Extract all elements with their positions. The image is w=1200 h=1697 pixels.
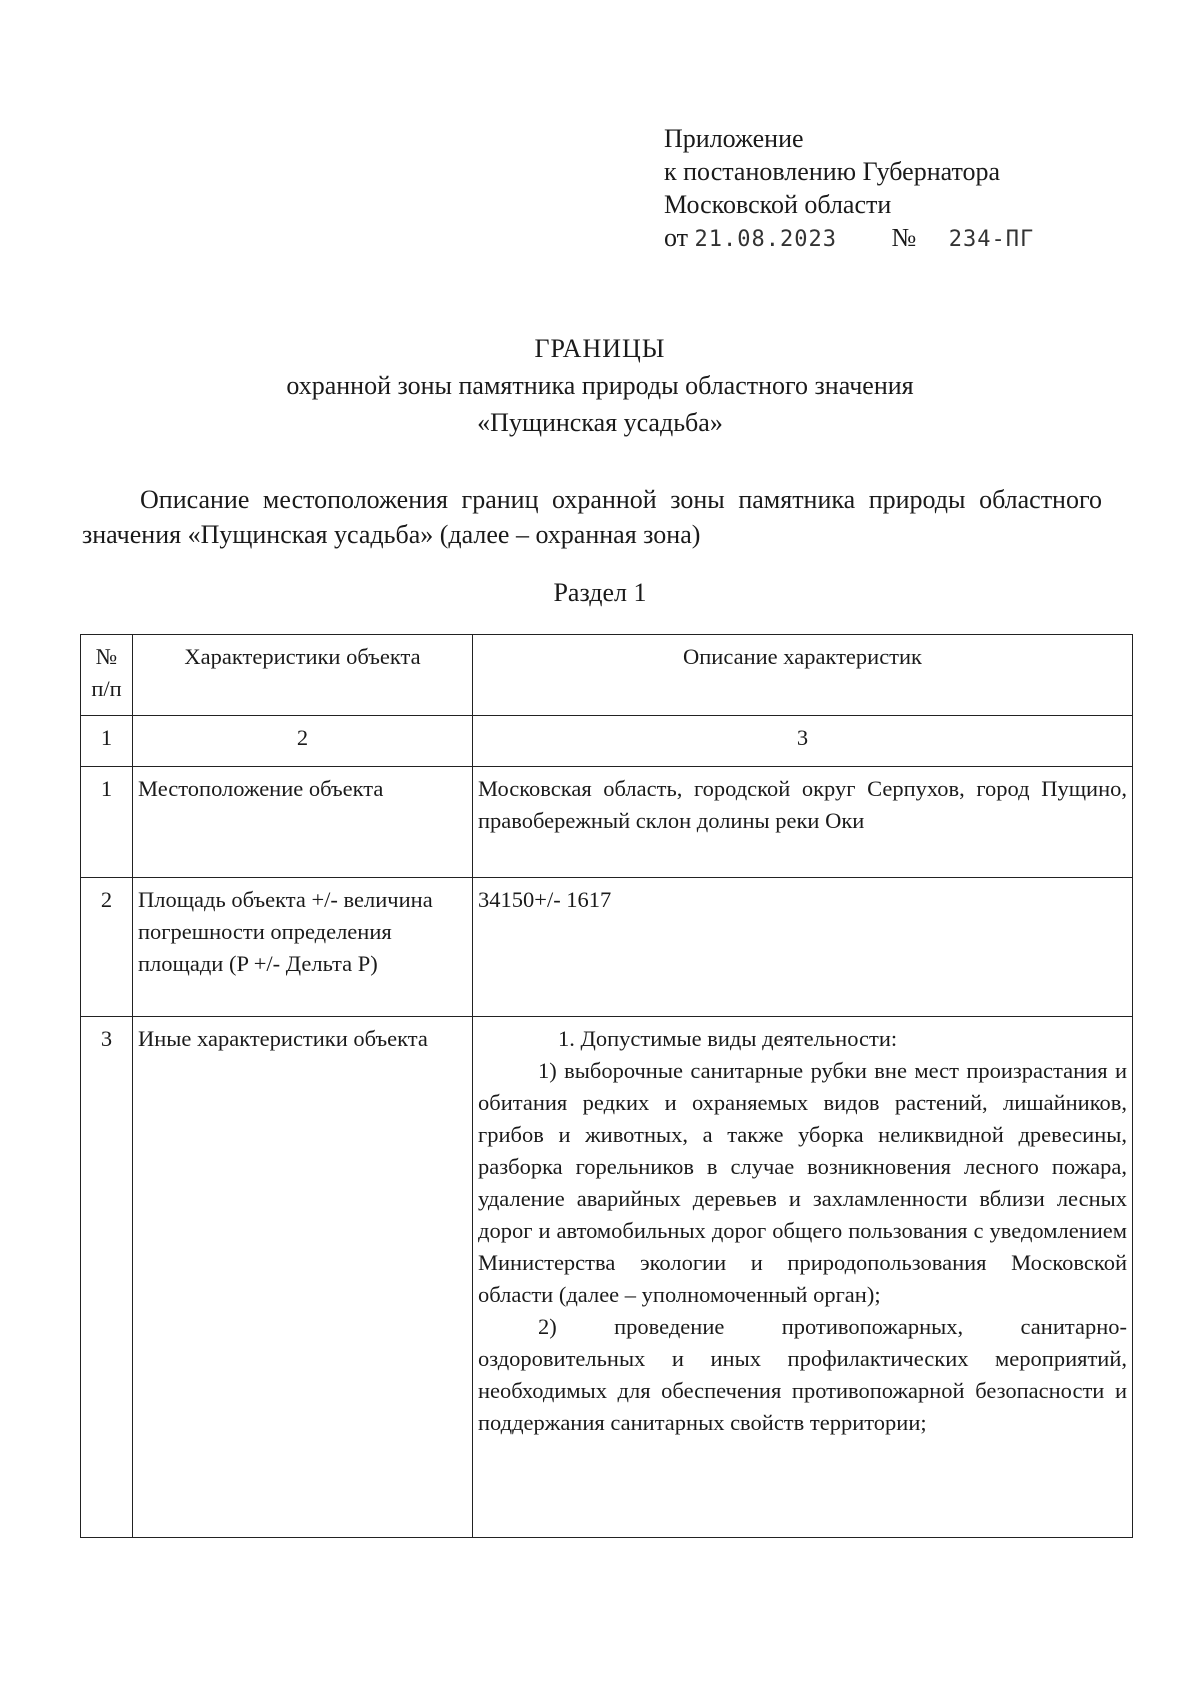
index-cell: 2 bbox=[133, 716, 473, 767]
row-number: 1 bbox=[81, 767, 133, 878]
decree-date: 21.08.2023 bbox=[694, 227, 837, 252]
description-item: 1) выборочные санитарные рубки вне мест произрастания и обитания редких и охраняемых видов растений, лишайников, грибов и животных, а также уборка неликвидной древесины, разборка горельников в случае возникновения лесного пожара, удаление аварийных деревьев и захламленности вблизи лесных дорог и автомобильных дорог общего пользования с уведомлением Министерства экологии и природопользования Московской области (далее – уполномоченный орган); bbox=[478, 1058, 1127, 1307]
appendix-region: Московской области bbox=[664, 190, 892, 219]
row-number: 2 bbox=[81, 878, 133, 1017]
table-header-row bbox=[81, 635, 1133, 716]
row-characteristic: Площадь объекта +/- величина погрешности определения площади (P +/- Дельта P) bbox=[133, 878, 473, 1017]
appendix-block bbox=[664, 122, 1034, 256]
appendix-label: Приложение bbox=[664, 124, 804, 153]
table-row bbox=[81, 1017, 1133, 1538]
table-row bbox=[81, 878, 1133, 1017]
row-characteristic: Местоположение объекта bbox=[133, 767, 473, 878]
table-index-row bbox=[81, 716, 1133, 767]
title-heading: ГРАНИЦЫ bbox=[534, 334, 666, 363]
row-description: 34150+/- 1617 bbox=[473, 878, 1133, 1017]
table-row bbox=[81, 767, 1133, 878]
title-name: «Пущинская усадьба» bbox=[477, 408, 723, 437]
header-characteristics: Характеристики объекта bbox=[133, 635, 473, 716]
index-cell: 1 bbox=[81, 716, 133, 767]
date-prefix: от bbox=[664, 223, 689, 252]
row-description: Московская область, городской округ Серпухов, город Пущино, правобережный склон долины реки Оки bbox=[473, 767, 1133, 878]
header-number: № п/п bbox=[81, 635, 133, 716]
row-number: 3 bbox=[81, 1017, 133, 1538]
number-sign: № bbox=[891, 223, 917, 252]
appendix-decree: к постановлению Губернатора bbox=[664, 157, 1001, 186]
appendix-date-line bbox=[664, 221, 1034, 256]
index-cell: 3 bbox=[473, 716, 1133, 767]
row-characteristic: Иные характеристики объекта bbox=[133, 1017, 473, 1538]
decree-number: 234-ПГ bbox=[948, 227, 1035, 252]
description-item: 2) проведение противопожарных, санитарно-оздоровительных и иных профилактических мероприятий, необходимых для обеспечения противопожарной безопасности и поддержания санитарных свойств территории; bbox=[478, 1314, 1127, 1435]
description-heading: 1. Допустимые виды деятельности: bbox=[558, 1026, 898, 1051]
row-description bbox=[473, 1017, 1133, 1538]
intro-paragraph: Описание местоположения границ охранной зоны памятника природы областного значения «Пущинская усадьба» (далее – охранная зона) bbox=[82, 485, 1102, 549]
title-subtitle: охранной зоны памятника природы областного значения bbox=[286, 371, 914, 400]
document-title bbox=[0, 330, 1200, 441]
characteristics-table bbox=[80, 634, 1133, 1538]
section-title: Раздел 1 bbox=[553, 578, 647, 607]
header-description: Описание характеристик bbox=[473, 635, 1133, 716]
